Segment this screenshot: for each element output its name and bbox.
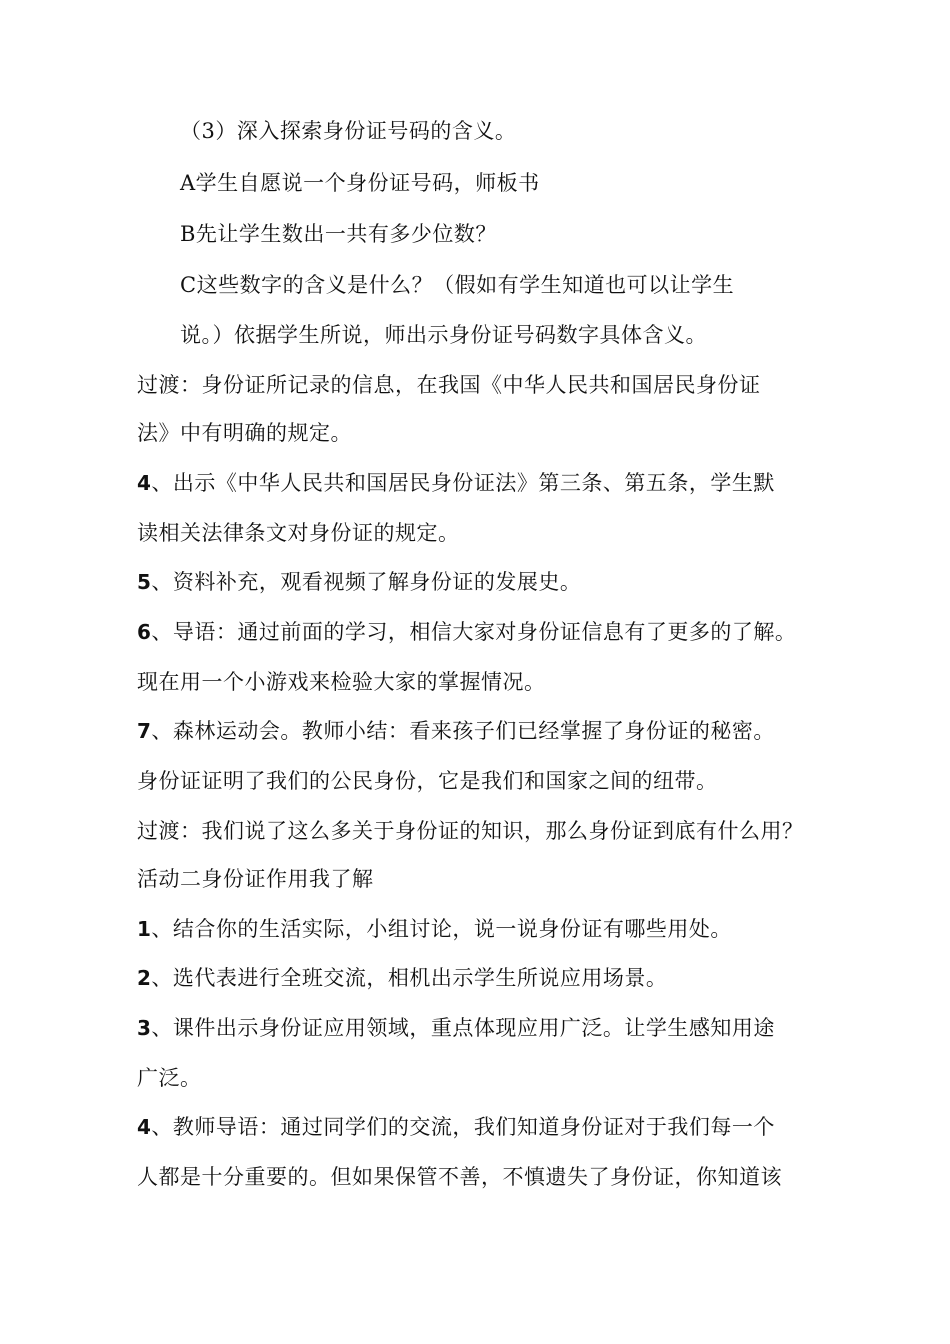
line-text: 、结合你的生活实际，小组讨论，说一说身份证有哪些用处。 bbox=[151, 917, 732, 941]
text-line bbox=[137, 418, 352, 448]
line-text: 、资料补充，观看视频了解身份证的发展史。 bbox=[151, 570, 582, 594]
line-text: 读相关法律条文对身份证的规定。 bbox=[137, 521, 460, 545]
line-text: 、选代表进行全班交流，相机出示学生所说应用场景。 bbox=[151, 966, 668, 990]
text-line bbox=[137, 567, 581, 597]
line-text: 过渡：身份证所记录的信息，在我国《中华人民共和国居民身份证 bbox=[137, 373, 761, 397]
line-text: A学生自愿说一个身份证号码，师板书 bbox=[180, 171, 540, 195]
line-text: （3）深入探索身份证号码的含义。 bbox=[180, 119, 517, 143]
item-number: 3 bbox=[137, 1016, 152, 1040]
text-line bbox=[180, 219, 497, 249]
item-number: 2 bbox=[137, 966, 152, 990]
item-number: 4 bbox=[137, 471, 152, 495]
item-number: 4 bbox=[137, 1115, 152, 1139]
text-line bbox=[137, 766, 718, 796]
text-line bbox=[137, 716, 775, 746]
text-line bbox=[137, 667, 546, 697]
text-line bbox=[137, 1162, 782, 1192]
text-line bbox=[137, 1013, 775, 1043]
line-text: 人都是十分重要的。但如果保管不善，不慎遗失了身份证，你知道该 bbox=[137, 1165, 782, 1189]
line-text: 法》中有明确的规定。 bbox=[137, 421, 352, 445]
text-line bbox=[137, 518, 460, 548]
text-line bbox=[137, 617, 796, 647]
line-text: C这些数字的含义是什么？（假如有学生知道也可以让学生 bbox=[180, 273, 735, 297]
line-text: 、导语：通过前面的学习，相信大家对身份证信息有了更多的了解。 bbox=[151, 620, 797, 644]
text-line bbox=[180, 168, 540, 198]
text-line bbox=[137, 816, 804, 846]
text-line bbox=[137, 1112, 775, 1142]
line-text: 、森林运动会。教师小结：看来孩子们已经掌握了身份证的秘密。 bbox=[151, 719, 775, 743]
line-text: 、课件出示身份证应用领域，重点体现应用广泛。让学生感知用途 bbox=[151, 1016, 775, 1040]
text-line bbox=[137, 1063, 202, 1093]
text-line bbox=[137, 468, 775, 498]
item-number: 1 bbox=[137, 917, 152, 941]
text-line bbox=[180, 320, 707, 350]
text-line bbox=[137, 963, 667, 993]
text-line bbox=[137, 914, 732, 944]
line-text: 过渡：我们说了这么多关于身份证的知识，那么身份证到底有什么用？ bbox=[137, 819, 804, 843]
item-number: 5 bbox=[137, 570, 152, 594]
item-number: 7 bbox=[137, 719, 152, 743]
section-heading bbox=[137, 864, 374, 894]
line-text: 广泛。 bbox=[137, 1066, 202, 1090]
line-text: 身份证证明了我们的公民身份，它是我们和国家之间的纽带。 bbox=[137, 769, 718, 793]
item-number: 6 bbox=[137, 620, 152, 644]
line-text: 活动二身份证作用我了解 bbox=[137, 867, 374, 891]
line-text: 说。）依据学生所说，师出示身份证号码数字具体含义。 bbox=[180, 323, 707, 347]
text-line bbox=[180, 270, 734, 300]
text-line bbox=[137, 370, 761, 400]
text-line bbox=[180, 116, 516, 146]
line-text: 、出示《中华人民共和国居民身份证法》第三条、第五条，学生默 bbox=[151, 471, 775, 495]
line-text: B先让学生数出一共有多少位数？ bbox=[180, 222, 497, 246]
line-text: 现在用一个小游戏来检验大家的掌握情况。 bbox=[137, 670, 546, 694]
line-text: 、教师导语：通过同学们的交流，我们知道身份证对于我们每一个 bbox=[151, 1115, 775, 1139]
